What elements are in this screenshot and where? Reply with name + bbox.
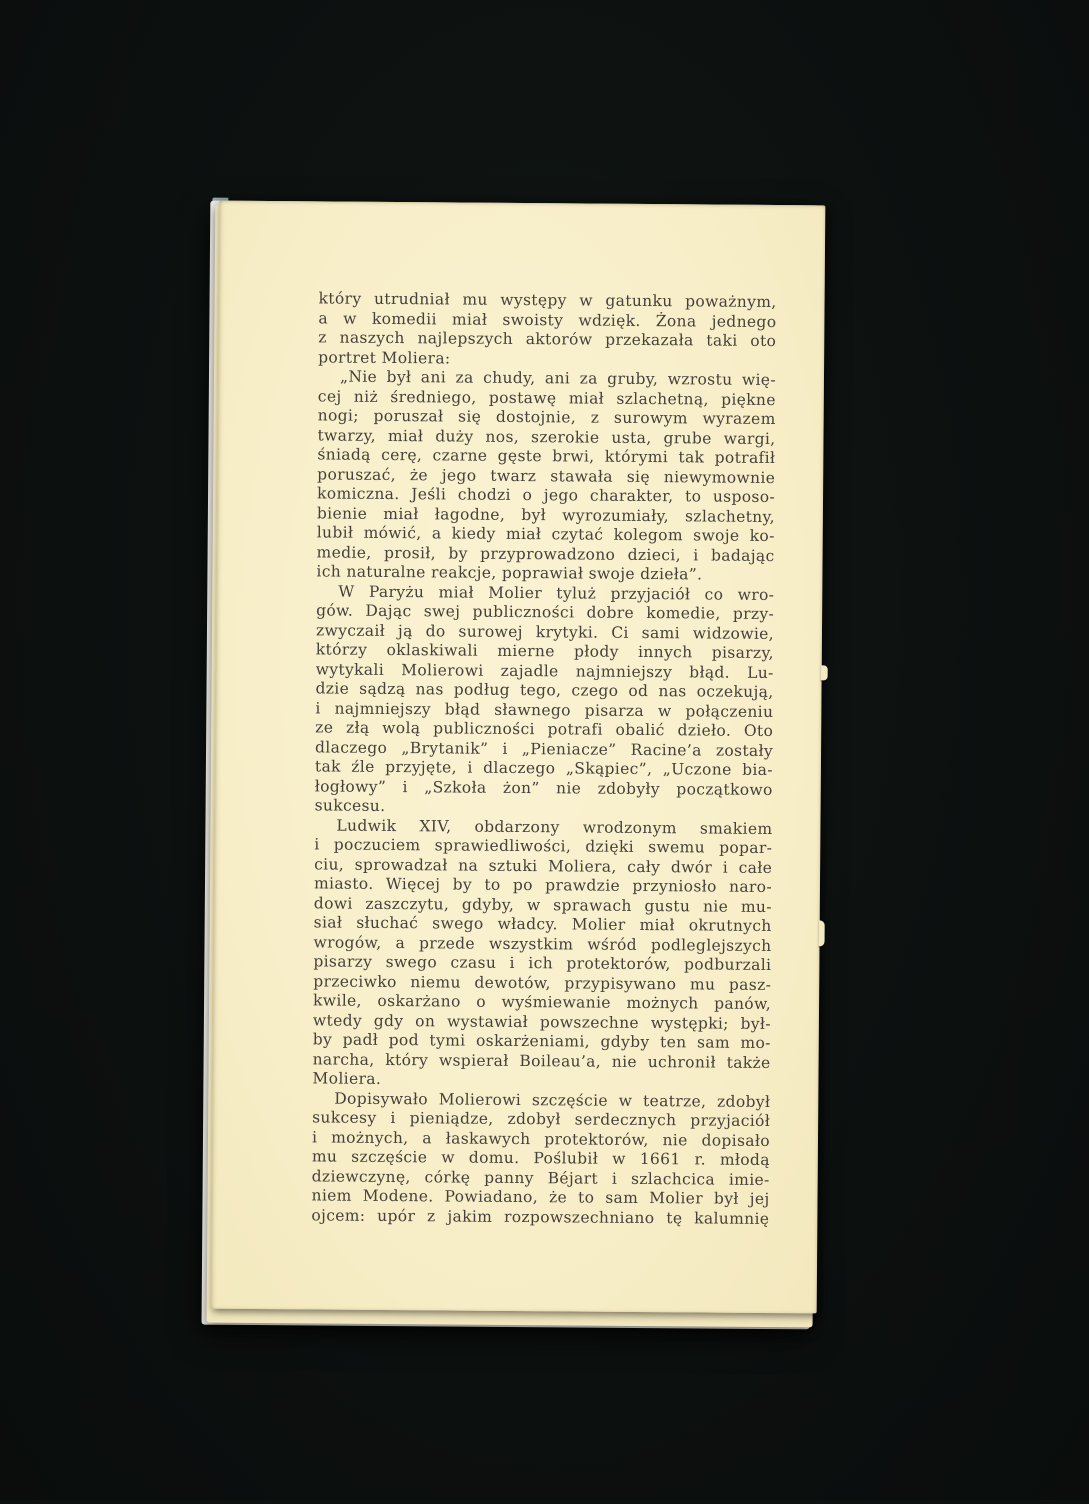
text-line: którzy oklaskiwali mierne płody innych pisarzy,: [315, 640, 774, 663]
text-line: Dopisywało Molierowi szczęście w teatrze, zdobył: [334, 1089, 771, 1111]
text-line: „Nie był ani za chudy, ani za gruby, wzrostu wię-: [339, 367, 777, 390]
paper-nick: [821, 665, 828, 680]
text-line: który utrudniał mu występy w gatunku poważnym,: [318, 289, 777, 312]
text-line: portret Moliera:: [318, 347, 451, 367]
text-line: dziewczynę, córkę panny Béjart i szlachcica imie-: [311, 1166, 770, 1189]
text-line: wrogów, a przede wszystkim wśród podleglejszych: [313, 932, 772, 955]
text-line: narcha, który wspierał Boileau’a, nie uchronił także: [312, 1049, 771, 1072]
text-line: wtedy gdy on wystawiał powszechne występki; był-: [312, 1010, 771, 1033]
text-line: bienie miał łagodne, był wyrozumiały, szlachetny,: [316, 503, 775, 526]
text-line: sukcesy i pieniądze, zdobył serdecznych przyjaciół: [312, 1108, 771, 1130]
text-line: z naszych najlepszych aktorów przekazała taki oto: [318, 328, 777, 351]
text-line: wytykali Molierowi zajadle najmniejszy błąd. Lu-: [315, 659, 774, 682]
text-line: ciu, sprowadzał na sztuki Moliera, cały dwór i całe: [314, 854, 773, 877]
text-line: ze złą wolą publiczności potrafi obalić dzieło. Oto: [315, 718, 774, 741]
paragraph: [316, 367, 776, 585]
text-line: dlaczego „Brytanik” i „Pieniacze” Racine’a zostały: [315, 737, 774, 760]
text-line: pisarzy swego czasu i ich protektorów, podburzali: [313, 952, 772, 975]
paragraph: [312, 816, 772, 1093]
text-line: miasto. Więcej by to po prawdzie przyniosło naro-: [313, 874, 773, 897]
text-line: zwyczaił ją do surowej krytyki. Ci sami widzowie,: [315, 620, 775, 643]
text-line: niem Modene. Powiadano, że to sam Molier był jej: [311, 1186, 770, 1208]
text-line: sukcesu.: [314, 796, 386, 815]
text-line: przeciwko niemu dewotów, przypisywano mu pasz-: [313, 971, 772, 994]
text-line: Ludwik XIV, obdarzony wrodzonym smakiem: [336, 816, 773, 838]
text-line: łogłowy” i „Szkoła żon” nie zdobyły początkowo: [314, 776, 773, 799]
page-text: [311, 289, 776, 1229]
text-line: Moliera.: [312, 1069, 382, 1088]
paragraph: [311, 1089, 770, 1229]
text-line: gów. Dając swej publiczności dobre komedie, przy-: [316, 601, 775, 624]
text-line: mu szczęście w domu. Poślubił w 1661 r. młodą: [311, 1147, 770, 1169]
paragraph: [315, 582, 775, 820]
text-line: i możnych, a łaskawych protektorów, nie dopisało: [311, 1127, 771, 1150]
text-line: poruszać, że jego twarz stawała się niewymownie: [317, 464, 776, 487]
text-line: kwile, oskarżano o wyśmiewanie możnych panów,: [313, 991, 772, 1014]
text-line: nogi; poruszał się dostojnie, z surowym wyrazem: [317, 406, 776, 429]
text-line: a w komedii miał swoisty wdzięk. Żona jednego: [318, 308, 777, 331]
text-line: cej niż średniego, postawę miał szlachetną, piękne: [317, 386, 776, 409]
text-line: i najmniejszy błąd sławnego pisarza w połączeniu: [315, 698, 774, 721]
text-line: i poczuciem sprawiedliwości, dzięki swemu popar-: [314, 835, 773, 858]
text-line: komiczna. Jeśli chodzi o jego charakter, to usposo-: [316, 484, 776, 507]
text-line: medie, prosił, by przyprowadzono dzieci, i badając: [316, 542, 775, 565]
text-line: ich naturalne reakcje, poprawiał swoje dzieła”.: [316, 562, 703, 584]
book-page: [211, 201, 826, 1314]
text-line: tak źle przyjęte, i dlaczego „Skąpiec”, „Uczone bia-: [314, 757, 773, 780]
text-line: śniadą cerę, czarne gęste brwi, którymi tak potrafił: [317, 445, 776, 468]
text-line: by padł pod tymi oskarżeniami, gdyby ten sam mo-: [312, 1030, 771, 1053]
text-line: W Paryżu miał Molier tyluż przyjaciół co wro-: [338, 582, 775, 604]
text-line: lubił mówić, a kiedy miał czytać kolegom swoje ko-: [316, 523, 775, 546]
text-line: ojcem: upór z jakim rozpowszechniano tę kalumnię: [311, 1205, 770, 1228]
text-line: twarzy, miał duży nos, szerokie usta, grube wargi,: [317, 425, 776, 448]
text-line: siał słuchać swego władcy. Molier miał okrutnych: [313, 913, 772, 936]
text-line: dowi zaszczytu, gdyby, w sprawach gustu nie mu-: [313, 893, 772, 916]
text-line: dzie sądzą nas podług tego, czego od nas oczekują,: [315, 679, 774, 702]
paper-nick: [819, 920, 825, 946]
paragraph: [318, 289, 777, 371]
